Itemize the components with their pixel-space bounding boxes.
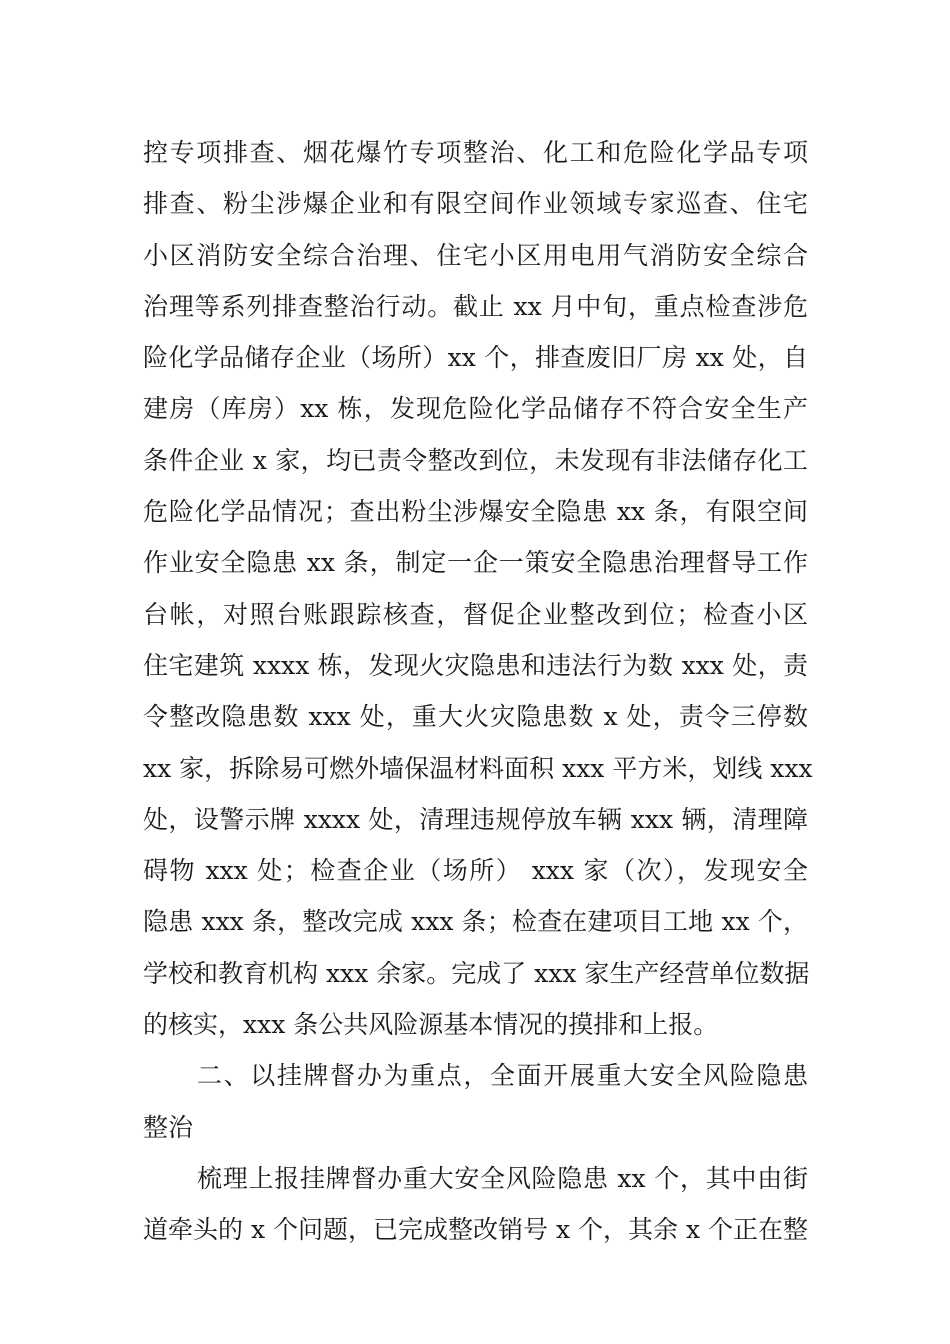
paragraph-line: 条件企业 x 家，均已责令整改到位，未发现有非法储存化工 xyxy=(143,445,808,475)
paragraph-1 xyxy=(143,127,813,1050)
heading-line: 整治 xyxy=(143,1112,194,1142)
paragraph-line: 学校和教育机构 xxx 余家。完成了 xxx 家生产经营单位数据 xyxy=(143,958,810,988)
paragraph-2 xyxy=(143,1153,808,1256)
section-heading-2 xyxy=(143,1050,808,1153)
paragraph-line: 台帐，对照台账跟踪核查，督促企业整改到位；检查小区 xyxy=(143,599,808,629)
paragraph-line: 处，设警示牌 xxxx 处，清理违规停放车辆 xxx 辆，清理障 xyxy=(143,804,808,834)
paragraph-line: 碍物 xxx 处；检查企业（场所） xxx 家（次），发现安全 xyxy=(143,856,808,886)
paragraph-line: 建房（库房）xx 栋，发现危险化学品储存不符合安全生产 xyxy=(143,394,808,424)
paragraph-line: 隐患 xxx 条，整改完成 xxx 条；检查在建项目工地 xx 个， xyxy=(143,907,808,937)
paragraph-line: 治理等系列排查整治行动。截止 xx 月中旬，重点检查涉危 xyxy=(143,291,808,321)
paragraph-line: xx 家，拆除易可燃外墙保温材料面积 xxx 平方米，划线 xxx xyxy=(143,753,813,783)
paragraph-line: 住宅建筑 xxxx 栋，发现火灾隐患和违法行为数 xxx 处，责 xyxy=(143,650,808,680)
paragraph-line: 危险化学品情况；查出粉尘涉爆安全隐患 xx 条，有限空间 xyxy=(143,497,808,527)
paragraph-line: 小区消防安全综合治理、住宅小区用电用气消防安全综合 xyxy=(143,240,808,270)
paragraph-line: 梳理上报挂牌督办重大安全风险隐患 xx 个，其中由街 xyxy=(197,1163,808,1193)
document-body xyxy=(143,127,813,1256)
paragraph-line: 的核实，xxx 条公共风险源基本情况的摸排和上报。 xyxy=(143,1010,719,1040)
paragraph-line: 道牵头的 x 个问题，已完成整改销号 x 个，其余 x 个正在整 xyxy=(143,1215,808,1245)
heading-line: 二、以挂牌督办为重点，全面开展重大安全风险隐患 xyxy=(197,1061,808,1091)
paragraph-line: 排查、粉尘涉爆企业和有限空间作业领域专家巡查、住宅 xyxy=(143,189,808,219)
paragraph-line: 控专项排查、烟花爆竹专项整治、化工和危险化学品专项 xyxy=(143,138,808,167)
paragraph-line: 令整改隐患数 xxx 处，重大火灾隐患数 x 处，责令三停数 xyxy=(143,702,808,732)
paragraph-line: 作业安全隐患 xx 条，制定一企一策安全隐患治理督导工作 xyxy=(143,548,808,578)
paragraph-line: 险化学品储存企业（场所）xx 个，排查废旧厂房 xx 处，自 xyxy=(143,343,808,373)
